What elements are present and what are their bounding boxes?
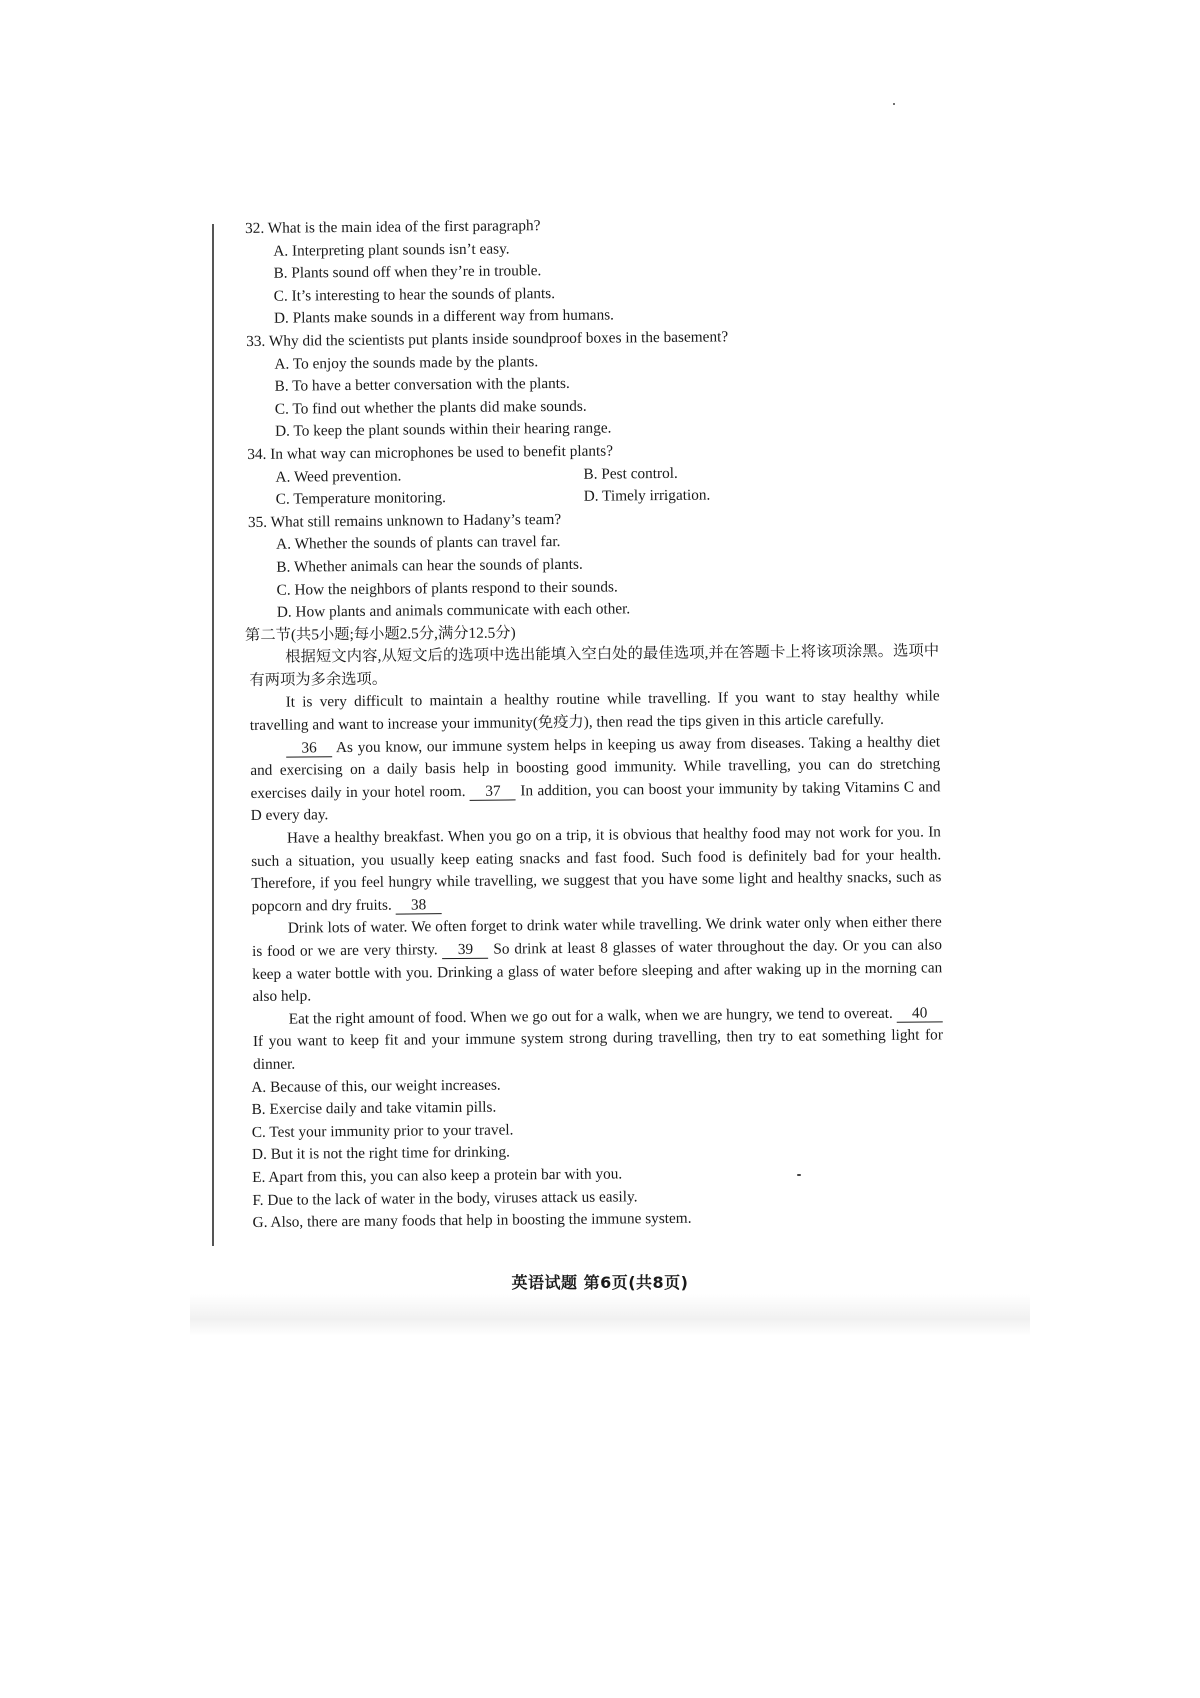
passage-paragraph-2-text-b: In addition, you can boost your immunity by taking Vitamins C and D every day.: [250, 778, 941, 825]
passage-paragraph-2-text-a: As you know, our immune system helps in keeping us away from diseases. Taking a healthy diet and exercising on a daily basis help in boosting good immunity. While travelling, you can do stretching exercises daily in your hotel room.: [250, 733, 941, 802]
passage-paragraph-2: [250, 731, 941, 828]
question-35-stem: 35. What still remains unknown to Hadany’s team?: [247, 510, 562, 531]
choice-a: A. Because of this, our weight increases.: [251, 1076, 501, 1096]
passage-paragraph-3: [251, 821, 942, 918]
question-35-option-c: C. How the neighbors of plants respond to their sounds.: [276, 577, 618, 599]
question-32-option-c: C. It’s interesting to hear the sounds of plants.: [273, 284, 556, 305]
question-34-stem: 34. In what way can microphones be used to benefit plants?: [247, 442, 614, 463]
scan-shadow: [190, 1294, 1030, 1336]
question-34-option-d: D. Timely irrigation.: [583, 486, 711, 505]
question-35-option-d: D. How plants and animals communicate with each other.: [276, 600, 631, 621]
question-34-option-b: B. Pest control.: [583, 464, 678, 483]
scan-speck: [893, 103, 895, 105]
blank-37: 37: [470, 782, 516, 800]
question-33-option-d: D. To keep the plant sounds within their hearing range.: [274, 419, 612, 441]
question-34-option-a: A. Weed prevention.: [275, 467, 402, 486]
blank-36: 36: [286, 739, 332, 757]
passage-paragraph-5-text-a: Eat the right amount of food. When we go out for a walk, when we are hungry, we tend to overeat.: [288, 1004, 897, 1028]
binding-margin-line: [212, 224, 214, 1246]
question-32-option-d: D. Plants make sounds in a different way from humans.: [273, 306, 615, 328]
choice-d: D. But it is not the right time for drinking.: [251, 1143, 510, 1164]
passage-paragraph-5: [253, 1002, 944, 1076]
question-33-option-b: B. To have a better conversation with the plants.: [274, 375, 570, 395]
question-33-option-c: C. To find out whether the plants did make sounds.: [274, 397, 587, 418]
passage-paragraph-4-text-b: So drink at least 8 glasses of water throughout the day. Or you can also keep a water bottle with you. Drinking a glass of water before sleeping and after waking up in the morning can also help.: [252, 936, 943, 1006]
choice-f: F. Due to the lack of water in the body, viruses attack us easily.: [252, 1187, 638, 1209]
passage-paragraph-1: It is very difficult to maintain a healthy routine while travelling. If you want to stay healthy while travelling and want to increase your immunity(免疫力), then read the tips given in this article carefully.: [249, 687, 940, 735]
question-32-option-a: A. Interpreting plant sounds isn’t easy.: [273, 240, 510, 260]
blank-40: 40: [897, 1004, 943, 1022]
question-35-option-a: A. Whether the sounds of plants can travel far.: [276, 533, 561, 554]
choice-b: B. Exercise daily and take vitamin pills.: [251, 1098, 497, 1119]
question-32-option-b: B. Plants sound off when they’re in trouble.: [273, 262, 542, 282]
passage-paragraph-5-text-b: If you want to keep fit and your immune system strong during travelling, then try to eat something light for dinner.: [252, 1026, 943, 1073]
section-2-title: 第二节(共5小题;每小题2.5分,满分12.5分): [244, 624, 516, 644]
question-34-option-c: C. Temperature monitoring.: [275, 489, 447, 508]
passage-paragraph-4: [252, 912, 943, 1009]
section-2-instruction: 根据短文内容,从短文后的选项中选出能填入空白处的最佳选项,并在答题卡上将该项涂黑。选项中有两项为多余选项。: [249, 642, 940, 689]
question-32-stem: 32. What is the main idea of the first paragraph?: [245, 217, 541, 237]
passage-paragraph-3-text: Have a healthy breakfast. When you go on a trip, it is obvious that healthy food may not work for you. In such a situation, you usually keep eating snacks and fast food. Such food is definitely bad for your health. Therefore, if you feel hungry while travelling, we suggest that you have some light and healthy snacks, such as popcorn and dry fruits.: [251, 823, 942, 915]
choice-g: G. Also, there are many foods that help in boosting the immune system.: [252, 1209, 692, 1232]
question-33-option-a: A. To enjoy the sounds made by the plants.: [274, 352, 539, 373]
question-35-option-b: B. Whether animals can hear the sounds of plants.: [276, 555, 583, 576]
page-content: [245, 211, 945, 1234]
question-33-stem: 33. Why did the scientists put plants inside soundproof boxes in the basement?: [246, 328, 729, 350]
blank-39: 39: [442, 941, 488, 959]
choice-e: E. Apart from this, you can also keep a protein bar with you.: [252, 1165, 623, 1186]
blank-38: 38: [396, 896, 442, 914]
page-footer: 英语试题 第6页(共8页): [511, 1273, 689, 1292]
choice-c: C. Test your immunity prior to your travel.: [251, 1121, 514, 1141]
passage-paragraph-4-text-a: Drink lots of water. We often forget to drink water while travelling. We drink water only when either there is food or we are very thirsty.: [251, 913, 942, 960]
